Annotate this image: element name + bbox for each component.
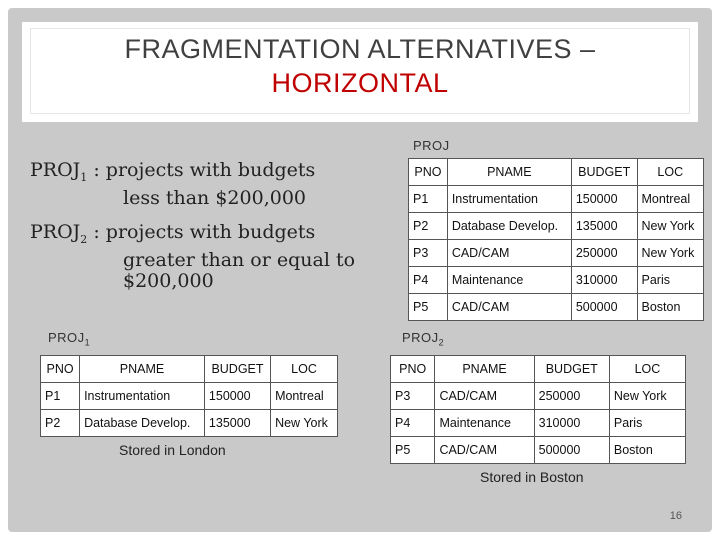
- table-cell: CAD/CAM: [447, 294, 571, 321]
- proj1-caption-sub: 1: [84, 337, 91, 348]
- proj-header-row: [409, 159, 704, 186]
- proj2-table: [390, 355, 686, 464]
- def1-line1: : projects with budgets: [87, 159, 316, 181]
- def1-name: PROJ: [30, 159, 81, 181]
- table-cell: P2: [41, 410, 80, 437]
- proj2-header-row: [391, 356, 686, 383]
- column-header: LOC: [271, 356, 338, 383]
- table-row: [409, 294, 704, 321]
- column-header: LOC: [637, 159, 703, 186]
- table-cell: Database Develop.: [447, 213, 571, 240]
- table-cell: Database Develop.: [80, 410, 205, 437]
- table-cell: Maintenance: [435, 410, 534, 437]
- table-cell: CAD/CAM: [435, 437, 534, 464]
- table-cell: P3: [409, 240, 448, 267]
- table-cell: New York: [609, 383, 685, 410]
- table-cell: 150000: [204, 383, 270, 410]
- table-row: [391, 383, 686, 410]
- table-row: [409, 213, 704, 240]
- proj1-storage-note: Stored in London: [119, 442, 226, 458]
- table-cell: 310000: [534, 410, 609, 437]
- table-cell: P4: [409, 267, 448, 294]
- column-header: PNAME: [435, 356, 534, 383]
- table-cell: Boston: [637, 294, 703, 321]
- table-cell: 250000: [534, 383, 609, 410]
- proj-caption: PROJ: [413, 138, 450, 153]
- def1-sub: 1: [80, 170, 88, 184]
- column-header: PNAME: [80, 356, 205, 383]
- proj2-storage-note: Stored in Boston: [480, 469, 584, 485]
- page-number: 16: [669, 510, 682, 522]
- table-row: [41, 410, 338, 437]
- proj1-caption-text: PROJ: [48, 330, 85, 345]
- table-cell: Montreal: [271, 383, 338, 410]
- def2-line2: greater than or equal to: [123, 248, 356, 271]
- column-header: PNO: [391, 356, 435, 383]
- definition-proj1: [30, 160, 315, 209]
- table-cell: Paris: [637, 267, 703, 294]
- def2-line3: $200,000: [123, 269, 214, 292]
- table-cell: Maintenance: [447, 267, 571, 294]
- table-cell: P2: [409, 213, 448, 240]
- title-line-2: HORIZONTAL: [271, 68, 449, 98]
- column-header: BUDGET: [534, 356, 609, 383]
- table-cell: CAD/CAM: [435, 383, 534, 410]
- slide-title: [22, 32, 698, 100]
- def2-sub: 2: [80, 232, 88, 246]
- table-cell: 135000: [571, 213, 637, 240]
- column-header: PNO: [41, 356, 80, 383]
- table-cell: P5: [409, 294, 448, 321]
- table-cell: 150000: [571, 186, 637, 213]
- title-box: [22, 22, 698, 122]
- column-header: BUDGET: [204, 356, 270, 383]
- table-cell: New York: [637, 240, 703, 267]
- proj2-caption-sub: 2: [438, 337, 445, 348]
- table-row: [409, 267, 704, 294]
- table-cell: Montreal: [637, 186, 703, 213]
- def2-name: PROJ: [30, 221, 81, 243]
- table-row: [409, 186, 704, 213]
- proj1-header-row: [41, 356, 338, 383]
- table-cell: 250000: [571, 240, 637, 267]
- table-cell: P4: [391, 410, 435, 437]
- proj2-caption: [402, 330, 444, 348]
- proj-table: [408, 158, 704, 321]
- table-cell: P1: [409, 186, 448, 213]
- column-header: PNO: [409, 159, 448, 186]
- table-cell: P5: [391, 437, 435, 464]
- table-cell: Instrumentation: [447, 186, 571, 213]
- column-header: BUDGET: [571, 159, 637, 186]
- table-cell: New York: [637, 213, 703, 240]
- column-header: PNAME: [447, 159, 571, 186]
- def2-line1: : projects with budgets: [87, 221, 316, 243]
- table-cell: 500000: [534, 437, 609, 464]
- table-row: [391, 410, 686, 437]
- title-line-1: FRAGMENTATION ALTERNATIVES –: [124, 34, 596, 64]
- def1-line2: less than $200,000: [123, 186, 306, 209]
- table-cell: Boston: [609, 437, 685, 464]
- table-cell: Paris: [609, 410, 685, 437]
- proj1-caption: [48, 330, 90, 348]
- column-header: LOC: [609, 356, 685, 383]
- definition-proj2: [30, 222, 355, 292]
- table-row: [41, 383, 338, 410]
- table-cell: 500000: [571, 294, 637, 321]
- table-cell: P3: [391, 383, 435, 410]
- table-row: [391, 437, 686, 464]
- table-cell: New York: [271, 410, 338, 437]
- table-cell: 135000: [204, 410, 270, 437]
- table-cell: 310000: [571, 267, 637, 294]
- table-cell: P1: [41, 383, 80, 410]
- proj2-caption-text: PROJ: [402, 330, 439, 345]
- proj1-table: [40, 355, 338, 437]
- table-row: [409, 240, 704, 267]
- table-cell: CAD/CAM: [447, 240, 571, 267]
- table-cell: Instrumentation: [80, 383, 205, 410]
